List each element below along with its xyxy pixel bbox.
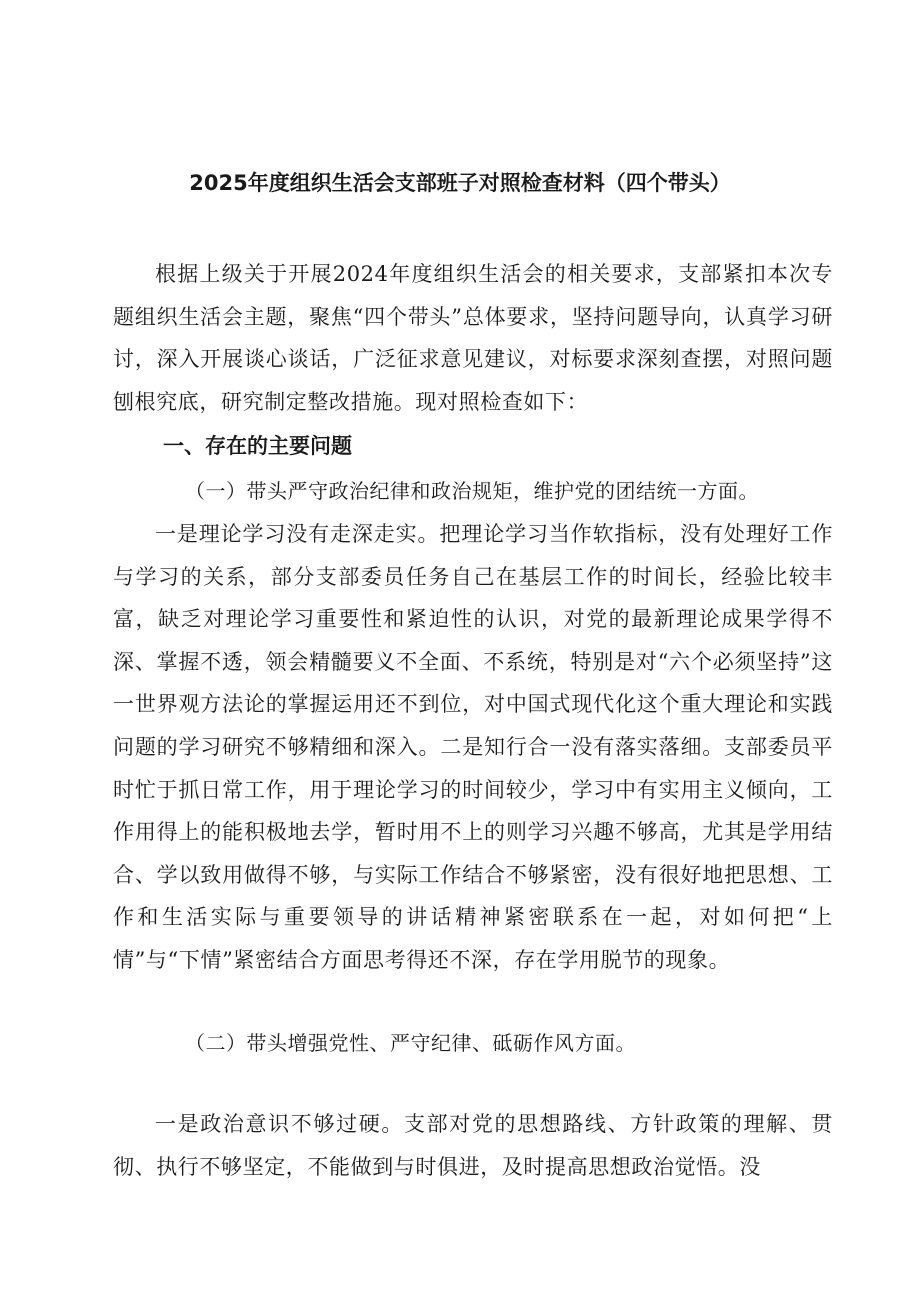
subsection-heading-1: （一）带头严守政治纪律和政治规矩，维护党的团结统一方面。: [185, 479, 759, 503]
subsection-heading-2: （二）带头增强党性、严守纪律、砥砺作风方面。: [185, 1031, 636, 1055]
section-heading-main-problems: 一、存在的主要问题: [163, 434, 352, 458]
document-title: 2025年度组织生活会支部班子对照检查材料（四个带头）: [189, 171, 731, 195]
subsection-1-paragraph: 一是理论学习没有走深走实。把理论学习当作软指标，没有处理好工作与学习的关系，部分支部委员任务自己在基层工作的时间长，经验比较丰富，缺乏对理论学习重要性和紧迫性的认识，对党的最新理论成果学得不深、掌握不透，领会精髓要义不全面、不系统，特别是对“六个必须坚持”这一世界观方法论的掌握运用还不到位，对中国式现代化这个重大理论和实践问题的学习研究不够精细和深入。二是知行合一没有落实落细。支部委员平时忙于抓日常工作，用于理论学习的时间较少，学习中有实用主义倾向，工作用得上的能积极地去学，暂时用不上的则学习兴趣不够高，尤其是学用结合、学以致用做得不够，与实际工作结合不够紧密，没有很好地把思想、工作和生活实际与重要领导的讲话精神紧密联系在一起，对如何把“上情”与“下情”紧密结合方面思考得还不深，存在学用脱节的现象。: [113, 522, 833, 972]
intro-paragraph: 根据上级关于开展2024年度组织生活会的相关要求，支部紧扣本次专题组织生活会主题，聚焦“四个带头”总体要求，坚持问题导向，认真学习研讨，深入开展谈心谈话，广泛征求意见建议，对标要求深刻查摆，对照问题刨根究底，研究制定整改措施。现对照检查如下：: [113, 262, 833, 414]
subsection-2-paragraph: 一是政治意识不够过硬。支部对党的思想路线、方针政策的理解、贯彻、执行不够坚定，不能做到与时俱进，及时提高思想政治觉悟。没: [113, 1112, 833, 1179]
